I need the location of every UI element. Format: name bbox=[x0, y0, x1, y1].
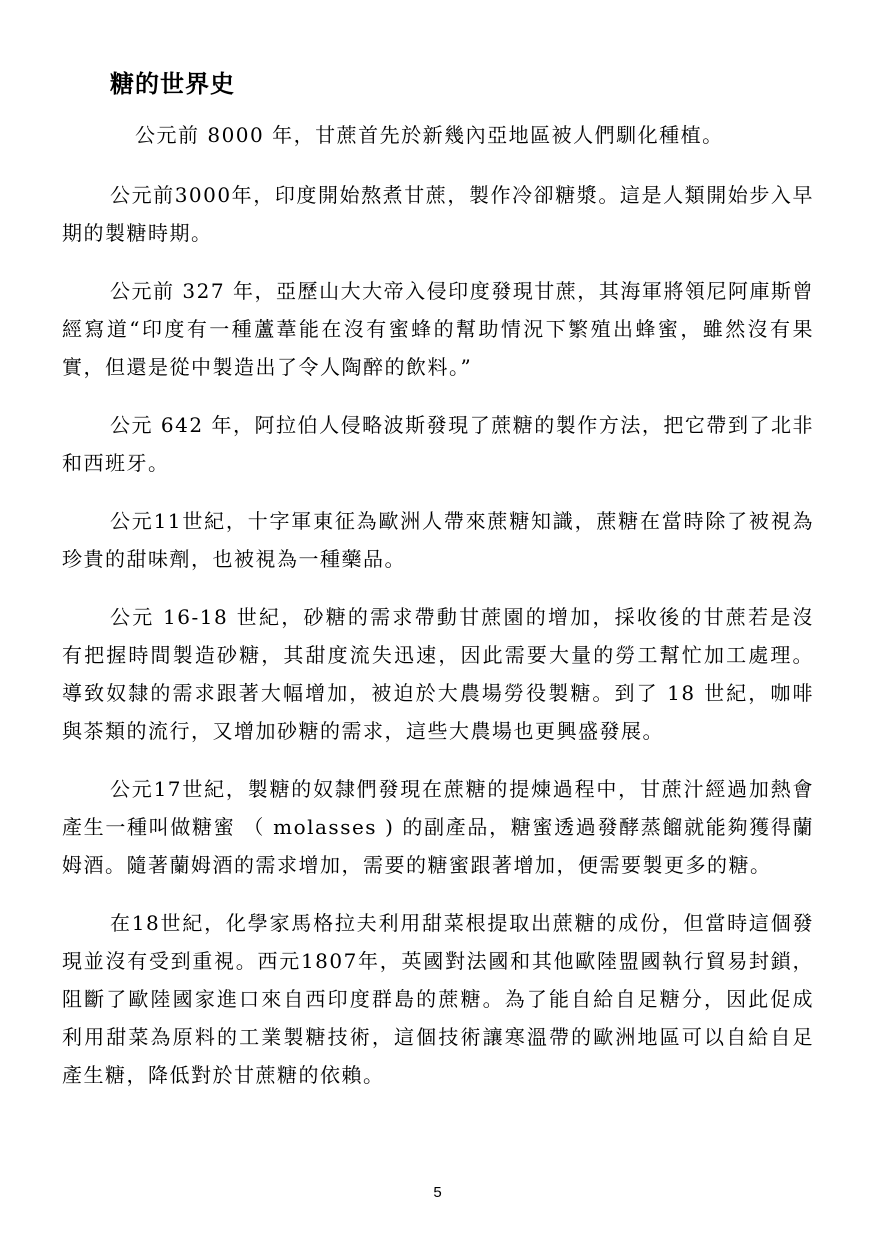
paragraph-327bc: 公元前 327 年，亞歷山大大帝入侵印度發現甘蔗，其海軍將領尼阿庫斯曾經寫道“印度有一種蘆葦能在沒有蜜蜂的幫助情況下繁殖出蜂蜜，雖然沒有果實，但還是從中製造出了令人陶醉的飲料。” bbox=[62, 279, 814, 379]
paragraph-16-18th-century: 公元 16-18 世紀，砂糖的需求帶動甘蔗園的增加，採收後的甘蔗若是沒有把握時間製造砂糖，其甜度流失迅速，因此需要大量的勞工幫忙加工處理。導致奴隸的需求跟著大幅增加，被迫於大農場勞役製糖。到了 18 世紀，咖啡與茶類的流行，又增加砂糖的需求，這些大農場也更興盛發展。 bbox=[62, 605, 814, 743]
page-number: 5 bbox=[433, 1184, 442, 1201]
paragraph-17th-century: 公元17世紀，製糖的奴隸們發現在蔗糖的提煉過程中，甘蔗汁經過加熱會產生一種叫做糖蜜 （ molasses ) 的副產品，糖蜜透過發酵蒸餾就能夠獲得蘭姆酒。隨著蘭姆酒的需求增加，需要的糖蜜跟著增加，便需要製更多的糖。 bbox=[62, 777, 814, 877]
document-body bbox=[62, 66, 814, 1114]
paragraph-11th-century: 公元11世紀，十字軍東征為歐洲人帶來蔗糖知識，蔗糖在當時除了被視為珍貴的甜味劑，也被視為一種藥品。 bbox=[62, 509, 814, 571]
paragraph-642ad: 公元 642 年，阿拉伯人侵略波斯發現了蔗糖的製作方法，把它帶到了北非和西班牙。 bbox=[62, 413, 814, 475]
paragraph-8000bc: 公元前 8000 年，甘蔗首先於新幾內亞地區被人們馴化種植。 bbox=[135, 123, 724, 147]
paragraph-3000bc: 公元前3000年，印度開始熬煮甘蔗，製作冷卻糖漿。這是人類開始步入早期的製糖時期。 bbox=[62, 183, 814, 245]
paragraph-18th-century: 在18世紀，化學家馬格拉夫利用甜菜根提取出蔗糖的成份，但當時這個發現並沒有受到重視。西元1807年，英國對法國和其他歐陸盟國執行貿易封鎖，阻斷了歐陸國家進口來自西印度群島的蔗糖。為了能自給自足糖分，因此促成利用甜菜為原料的工業製糖技術，這個技術讓寒溫帶的歐洲地區可以自給自足產生糖，降低對於甘蔗糖的依賴。 bbox=[62, 911, 814, 1087]
page-title: 糖的世界史 bbox=[110, 70, 235, 98]
